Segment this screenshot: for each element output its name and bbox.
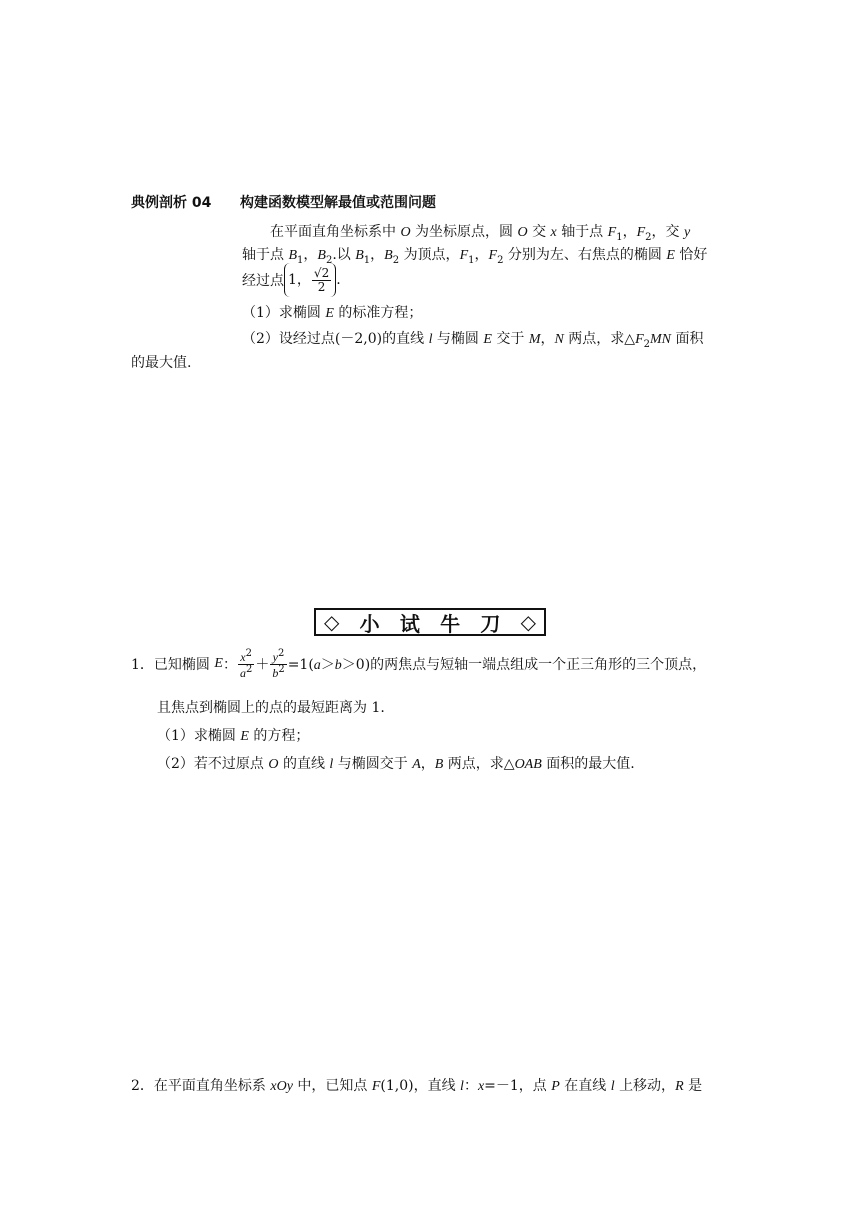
section-title: 构建函数模型解最值或范围问题 (240, 195, 436, 211)
problem-1-q2: （2）若不过原点 O 的直线 l 与椭圆交于 A，B 两点，求△OAB 面积的最大值. (157, 756, 635, 772)
banner-char: 牛 (440, 611, 461, 636)
section-label: 典例剖析 04 (131, 195, 212, 211)
practice-banner (314, 608, 546, 636)
example-q1: （1）求椭圆 E 的标准方程； (242, 305, 423, 321)
problem-1-line-2: 且焦点到椭圆上的点的最短距离为 1. (157, 700, 385, 716)
example-q2-cont: 的最大值. (131, 355, 192, 371)
banner-char: 小 (359, 611, 380, 636)
diamond-icon: ◇ (324, 610, 340, 634)
example-q2: （2）设经过点(－2,0)的直线 l 与椭圆 E 交于 M，N 两点，求$\triangle F_2MN$ 面积 (242, 331, 704, 350)
example-line-2: 轴于点 $B_1$，$B_2$.以 $B_1$，$B_2$ 为顶点，$F_1$，$F_2$ 分别为左、右焦点的椭圆 E 恰好 (242, 247, 708, 266)
diamond-icon: ◇ (520, 610, 536, 634)
example-line-3: 经过点 1， $\frac{√2}{2}$ . (242, 263, 341, 297)
problem-2-line-1: 2．在平面直角坐标系 xOy 中，已知点 F(1,0)，直线 l：x=－1，点 P 在直线 l 上移动，R 是 (131, 1078, 703, 1094)
problem-1-line-1: 1．已知椭圆 E： $\frac{x^2}{a^2}$ ＋ $\frac{y^2}{b^2}$ =1(a＞b＞0)的两焦点与短轴一端点组成一个正三角形的三个顶点， (131, 648, 707, 680)
banner-char: 试 (399, 611, 420, 636)
example-line-1: 在平面直角坐标系中 O 为坐标原点，圆 O 交 x 轴于点 $F_1$，$F_2$，交 y (270, 224, 691, 243)
problem-1-q1: （1）求椭圆 E 的方程； (157, 728, 310, 744)
point-expression: 1， $\frac{√2}{2}$ (284, 263, 336, 297)
banner-char: 刀 (480, 611, 501, 636)
